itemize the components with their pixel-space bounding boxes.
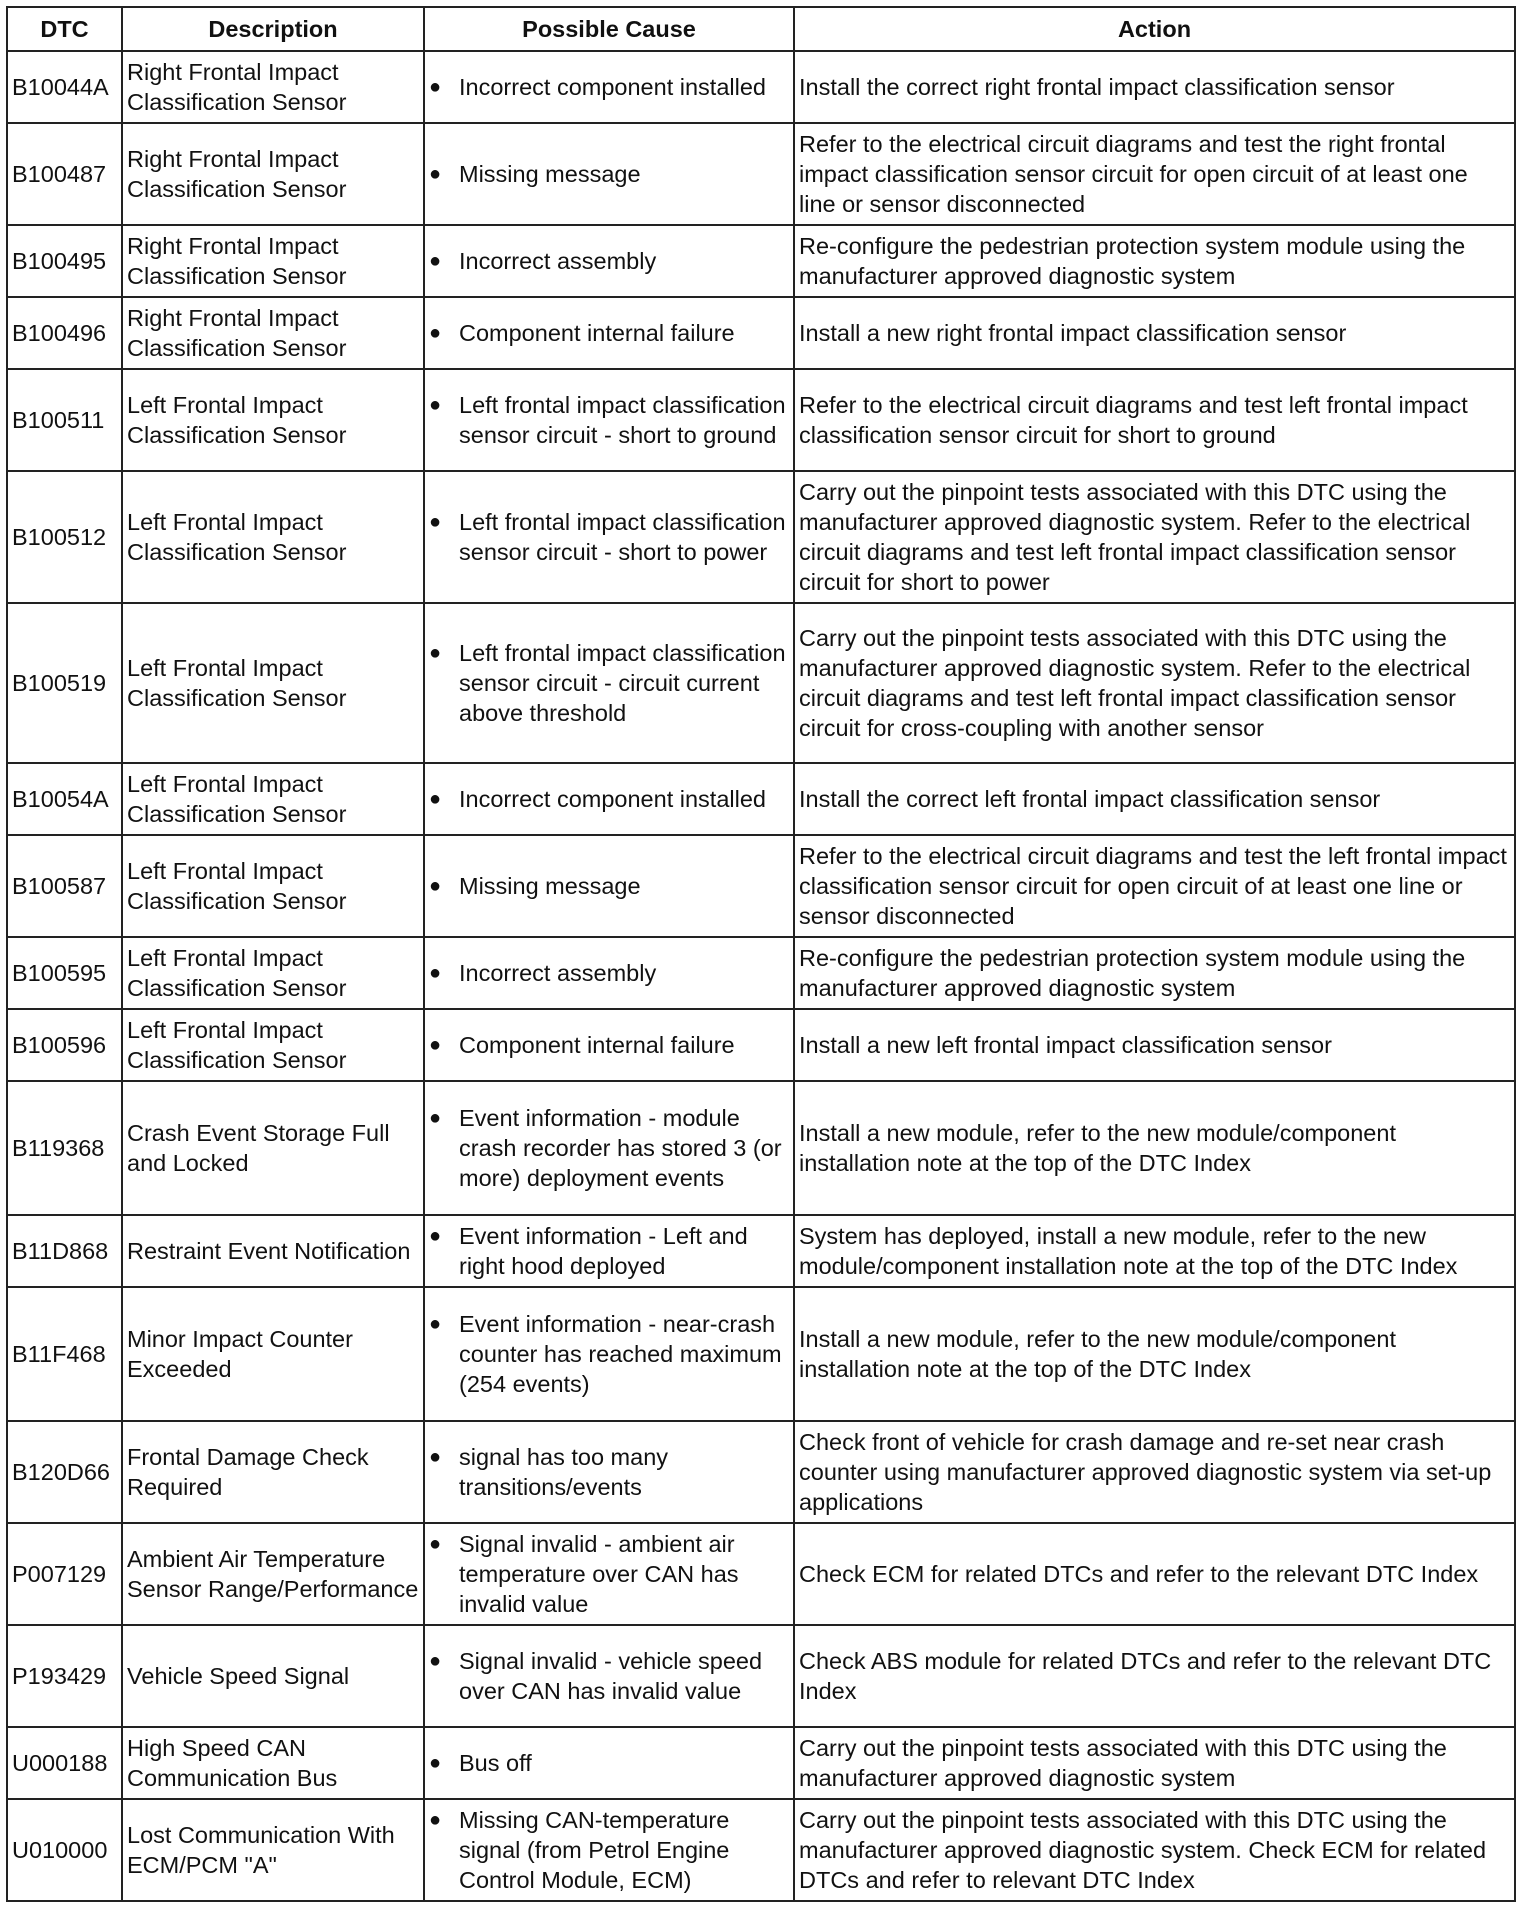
possible-cause (424, 297, 794, 369)
table-row (7, 835, 1515, 937)
dtc-action: Install a new left frontal impact classification sensor (794, 1009, 1515, 1081)
dtc-code: B119368 (7, 1081, 122, 1215)
possible-cause (424, 1009, 794, 1081)
dtc-action: Install a new right frontal impact classification sensor (794, 297, 1515, 369)
possible-cause (424, 1523, 794, 1625)
cause-text: Missing message (459, 873, 641, 899)
dtc-action: Install a new module, refer to the new module/component installation note at the top of the DTC Index (794, 1287, 1515, 1421)
dtc-action: Carry out the pinpoint tests associated with this DTC using the manufacturer approved diagnostic system (794, 1727, 1515, 1799)
table-row (7, 1523, 1515, 1625)
dtc-description: Right Frontal Impact Classification Sensor (122, 123, 424, 225)
table-row (7, 1287, 1515, 1421)
bullet-icon: ● (429, 788, 442, 810)
possible-cause (424, 1287, 794, 1421)
dtc-code: B100487 (7, 123, 122, 225)
dtc-description: Right Frontal Impact Classification Sensor (122, 225, 424, 297)
table-row (7, 225, 1515, 297)
bullet-icon: ● (429, 962, 442, 984)
bullet-icon: ● (429, 511, 442, 533)
dtc-description: Left Frontal Impact Classification Sensor (122, 835, 424, 937)
possible-cause (424, 471, 794, 603)
table-body (7, 51, 1515, 1901)
dtc-description: Minor Impact Counter Exceeded (122, 1287, 424, 1421)
dtc-code: B100512 (7, 471, 122, 603)
possible-cause (424, 835, 794, 937)
possible-cause (424, 763, 794, 835)
dtc-description: Ambient Air Temperature Sensor Range/Performance (122, 1523, 424, 1625)
dtc-code: B11D868 (7, 1215, 122, 1287)
dtc-action: Refer to the electrical circuit diagrams and test left frontal impact classification sensor circuit for short to ground (794, 369, 1515, 471)
table-row (7, 51, 1515, 123)
dtc-action: Re-configure the pedestrian protection system module using the manufacturer approved diagnostic system (794, 225, 1515, 297)
cause-text: Incorrect component installed (459, 74, 766, 100)
table-row (7, 1625, 1515, 1727)
dtc-action: Install the correct right frontal impact classification sensor (794, 51, 1515, 123)
dtc-code: B100587 (7, 835, 122, 937)
dtc-description: Lost Communication With ECM/PCM "A" (122, 1799, 424, 1901)
cause-text: Bus off (459, 1750, 532, 1776)
dtc-action: Refer to the electrical circuit diagrams and test the left frontal impact classification sensor circuit for open circuit of at least one line or sensor disconnected (794, 835, 1515, 937)
dtc-action: Check front of vehicle for crash damage and re-set near crash counter using manufacturer approved diagnostic system via set-up applications (794, 1421, 1515, 1523)
header-dtc: DTC (7, 7, 122, 51)
header-possible-cause: Possible Cause (424, 7, 794, 51)
cause-text: Missing message (459, 161, 641, 187)
possible-cause (424, 225, 794, 297)
table-row (7, 369, 1515, 471)
dtc-action: Carry out the pinpoint tests associated with this DTC using the manufacturer approved diagnostic system. Refer to the electrical circuit diagrams and test left frontal impact classification sensor circuit for short to power (794, 471, 1515, 603)
dtc-description: Left Frontal Impact Classification Sensor (122, 1009, 424, 1081)
dtc-action: Check ECM for related DTCs and refer to the relevant DTC Index (794, 1523, 1515, 1625)
bullet-icon: ● (429, 875, 442, 897)
possible-cause (424, 1081, 794, 1215)
dtc-description: Right Frontal Impact Classification Sensor (122, 297, 424, 369)
possible-cause (424, 1215, 794, 1287)
dtc-description: Left Frontal Impact Classification Sensor (122, 603, 424, 763)
bullet-icon: ● (429, 1446, 442, 1468)
dtc-code: B10044A (7, 51, 122, 123)
table-row (7, 297, 1515, 369)
table-row (7, 1215, 1515, 1287)
dtc-description: Left Frontal Impact Classification Sensor (122, 369, 424, 471)
dtc-action: Check ABS module for related DTCs and refer to the relevant DTC Index (794, 1625, 1515, 1727)
dtc-description: Frontal Damage Check Required (122, 1421, 424, 1523)
dtc-code: U000188 (7, 1727, 122, 1799)
dtc-code: B100511 (7, 369, 122, 471)
header-row (7, 7, 1515, 51)
bullet-icon: ● (429, 250, 442, 272)
dtc-action: System has deployed, install a new module, refer to the new module/component installation note at the top of the DTC Index (794, 1215, 1515, 1287)
bullet-icon: ● (429, 1107, 442, 1129)
cause-text: Missing CAN-temperature signal (from Petrol Engine Control Module, ECM) (459, 1807, 730, 1893)
cause-text: Incorrect assembly (459, 248, 657, 274)
dtc-description: Left Frontal Impact Classification Sensor (122, 937, 424, 1009)
dtc-description: Left Frontal Impact Classification Sensor (122, 471, 424, 603)
dtc-action: Install the correct left frontal impact classification sensor (794, 763, 1515, 835)
table-row (7, 1799, 1515, 1901)
dtc-action: Carry out the pinpoint tests associated with this DTC using the manufacturer approved diagnostic system. Refer to the electrical circuit diagrams and test left frontal impact classification sensor circuit for cross-coupling with another sensor (794, 603, 1515, 763)
bullet-icon: ● (429, 76, 442, 98)
bullet-icon: ● (429, 1533, 442, 1555)
table-row (7, 1009, 1515, 1081)
possible-cause (424, 51, 794, 123)
possible-cause (424, 937, 794, 1009)
bullet-icon: ● (429, 163, 442, 185)
possible-cause (424, 1625, 794, 1727)
header-action: Action (794, 7, 1515, 51)
dtc-code: B100519 (7, 603, 122, 763)
dtc-action: Install a new module, refer to the new module/component installation note at the top of the DTC Index (794, 1081, 1515, 1215)
bullet-icon: ● (429, 1752, 442, 1774)
table-row (7, 1421, 1515, 1523)
bullet-icon: ● (429, 1034, 442, 1056)
cause-text: Left frontal impact classification sensor circuit - short to ground (459, 392, 786, 448)
cause-text: Component internal failure (459, 1032, 735, 1058)
possible-cause (424, 369, 794, 471)
dtc-description: Restraint Event Notification (122, 1215, 424, 1287)
dtc-code: B10054A (7, 763, 122, 835)
cause-text: Event information - near-crash counter has reached maximum (254 events) (459, 1311, 782, 1397)
bullet-icon: ● (429, 1313, 442, 1335)
table-row (7, 937, 1515, 1009)
dtc-description: Vehicle Speed Signal (122, 1625, 424, 1727)
dtc-code: B11F468 (7, 1287, 122, 1421)
cause-text: Incorrect assembly (459, 960, 657, 986)
bullet-icon: ● (429, 394, 442, 416)
bullet-icon: ● (429, 322, 442, 344)
cause-text: Left frontal impact classification sensor circuit - short to power (459, 509, 786, 565)
possible-cause (424, 603, 794, 763)
dtc-description: Left Frontal Impact Classification Sensor (122, 763, 424, 835)
bullet-icon: ● (429, 1225, 442, 1247)
dtc-description: Right Frontal Impact Classification Sensor (122, 51, 424, 123)
cause-text: Signal invalid - vehicle speed over CAN has invalid value (459, 1648, 763, 1704)
table-row (7, 123, 1515, 225)
dtc-code: B100596 (7, 1009, 122, 1081)
header-description: Description (122, 7, 424, 51)
dtc-code: P007129 (7, 1523, 122, 1625)
bullet-icon: ● (429, 642, 442, 664)
dtc-description: High Speed CAN Communication Bus (122, 1727, 424, 1799)
table-row (7, 603, 1515, 763)
dtc-action: Re-configure the pedestrian protection system module using the manufacturer approved diagnostic system (794, 937, 1515, 1009)
table-row (7, 1727, 1515, 1799)
possible-cause (424, 1727, 794, 1799)
dtc-code: B100595 (7, 937, 122, 1009)
table-row (7, 1081, 1515, 1215)
cause-text: signal has too many transitions/events (459, 1444, 669, 1500)
bullet-icon: ● (429, 1650, 442, 1672)
dtc-description: Crash Event Storage Full and Locked (122, 1081, 424, 1215)
cause-text: Event information - module crash recorder has stored 3 (or more) deployment events (459, 1105, 782, 1191)
bullet-icon: ● (429, 1809, 442, 1831)
dtc-code: U010000 (7, 1799, 122, 1901)
dtc-code: B120D66 (7, 1421, 122, 1523)
possible-cause (424, 1799, 794, 1901)
dtc-action: Refer to the electrical circuit diagrams and test the right frontal impact classification sensor circuit for open circuit of at least one line or sensor disconnected (794, 123, 1515, 225)
possible-cause (424, 1421, 794, 1523)
dtc-code: B100496 (7, 297, 122, 369)
table-row (7, 763, 1515, 835)
cause-text: Signal invalid - ambient air temperature over CAN has invalid value (459, 1531, 739, 1617)
cause-text: Left frontal impact classification sensor circuit - circuit current above threshold (459, 640, 786, 726)
table-row (7, 471, 1515, 603)
cause-text: Event information - Left and right hood deployed (459, 1223, 748, 1279)
possible-cause (424, 123, 794, 225)
cause-text: Incorrect component installed (459, 786, 766, 812)
dtc-action: Carry out the pinpoint tests associated with this DTC using the manufacturer approved diagnostic system. Check ECM for related DTCs and refer to relevant DTC Index (794, 1799, 1515, 1901)
dtc-table (6, 6, 1516, 1902)
dtc-code: P193429 (7, 1625, 122, 1727)
cause-text: Component internal failure (459, 320, 735, 346)
dtc-code: B100495 (7, 225, 122, 297)
